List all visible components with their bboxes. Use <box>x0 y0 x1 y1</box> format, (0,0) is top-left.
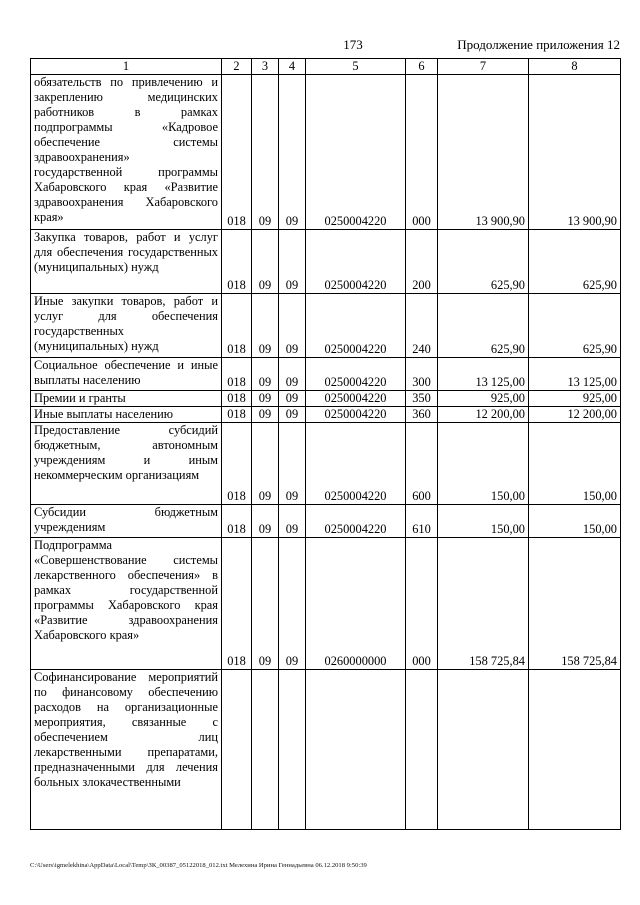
subsection-code: 09 <box>279 75 306 230</box>
target-code: 0250004220 <box>306 391 406 407</box>
row-name: Иные закупки товаров, работ и услуг для обеспечения государственных (муниципальных) нужд <box>31 294 222 358</box>
ministry-code: 018 <box>222 358 252 391</box>
expense-type-code: 360 <box>406 407 438 423</box>
expense-type-code: 240 <box>406 294 438 358</box>
ministry-code <box>222 670 252 830</box>
table-row <box>31 391 621 407</box>
expense-type-code: 200 <box>406 230 438 294</box>
ministry-code: 018 <box>222 230 252 294</box>
amount-col7: 150,00 <box>438 423 529 505</box>
row-name: Иные выплаты населению <box>31 407 222 423</box>
row-name: Закупка товаров, работ и услуг для обеспечения государственных (муниципальных) нужд <box>31 230 222 294</box>
page-number: 173 <box>343 37 363 52</box>
subsection-code: 09 <box>279 230 306 294</box>
amount-col7: 625,90 <box>438 230 529 294</box>
amount-col7: 13 125,00 <box>438 358 529 391</box>
ministry-code: 018 <box>222 391 252 407</box>
expense-type-code: 000 <box>406 538 438 670</box>
subsection-code: 09 <box>279 505 306 538</box>
column-number: 7 <box>438 59 529 75</box>
section-code: 09 <box>252 407 279 423</box>
section-code: 09 <box>252 294 279 358</box>
table-row <box>31 538 621 670</box>
amount-col7: 13 900,90 <box>438 75 529 230</box>
amount-col8 <box>529 670 621 830</box>
target-code: 0250004220 <box>306 358 406 391</box>
target-code <box>306 670 406 830</box>
section-code: 09 <box>252 505 279 538</box>
amount-col8: 13 900,90 <box>529 75 621 230</box>
subsection-code: 09 <box>279 407 306 423</box>
expense-type-code: 600 <box>406 423 438 505</box>
file-path-footer: C:\Users\igmelekhina\AppData\Local\Temp\ЗК_00387_05122018_012.txt Мелехина Ирина Геннадьевна 06.12.2018 9:50:39 <box>30 862 367 869</box>
budget-table <box>30 58 621 830</box>
row-name: Подпрограмма «Совершенствование системы лекарственного обеспечения» в рамках государственной программы Хабаровского края «Развитие здравоохранения Хабаровского края» <box>31 538 222 670</box>
amount-col8: 13 125,00 <box>529 358 621 391</box>
ministry-code: 018 <box>222 423 252 505</box>
row-name: Предоставление субсидий бюджетным, автономным учреждениям и иным некоммерческим организациям <box>31 423 222 505</box>
column-number: 3 <box>252 59 279 75</box>
table-row <box>31 670 621 830</box>
table-row <box>31 294 621 358</box>
subsection-code: 09 <box>279 423 306 505</box>
ministry-code: 018 <box>222 505 252 538</box>
table-row <box>31 75 621 230</box>
amount-col7: 12 200,00 <box>438 407 529 423</box>
expense-type-code: 350 <box>406 391 438 407</box>
section-code: 09 <box>252 423 279 505</box>
target-code: 0250004220 <box>306 423 406 505</box>
target-code: 0250004220 <box>306 230 406 294</box>
subsection-code: 09 <box>279 538 306 670</box>
section-code: 09 <box>252 75 279 230</box>
row-name: обязательств по привлечению и закреплению медицинских работников в рамках подпрограммы «Кадровое обеспечение системы здравоохранения» государственной программы Хабаровского края «Развитие здравоохранения Хабаровского края» <box>31 75 222 230</box>
subsection-code: 09 <box>279 358 306 391</box>
row-name: Социальное обеспечение и иные выплаты населению <box>31 358 222 391</box>
target-code: 0250004220 <box>306 75 406 230</box>
subsection-code: 09 <box>279 391 306 407</box>
subsection-code: 09 <box>279 294 306 358</box>
amount-col8: 625,90 <box>529 230 621 294</box>
target-code: 0250004220 <box>306 294 406 358</box>
row-name: Софинансирование мероприятий по финансовому обеспечению расходов на организационные мероприятия, связанные с обеспечением лиц лекарственными препаратами, предназначенными для лечения больных злокачественными <box>31 670 222 830</box>
amount-col8: 158 725,84 <box>529 538 621 670</box>
expense-type-code: 300 <box>406 358 438 391</box>
amount-col8: 925,00 <box>529 391 621 407</box>
column-number: 8 <box>529 59 621 75</box>
target-code: 0250004220 <box>306 407 406 423</box>
column-number: 1 <box>31 59 222 75</box>
row-name: Субсидии бюджетным учреждениям <box>31 505 222 538</box>
table-row <box>31 423 621 505</box>
table-row <box>31 407 621 423</box>
ministry-code: 018 <box>222 75 252 230</box>
target-code: 0250004220 <box>306 505 406 538</box>
amount-col8: 12 200,00 <box>529 407 621 423</box>
table-row <box>31 230 621 294</box>
amount-col8: 625,90 <box>529 294 621 358</box>
amount-col7: 625,90 <box>438 294 529 358</box>
expense-type-code: 000 <box>406 75 438 230</box>
table-row <box>31 505 621 538</box>
ministry-code: 018 <box>222 294 252 358</box>
section-code: 09 <box>252 391 279 407</box>
table-row <box>31 358 621 391</box>
ministry-code: 018 <box>222 407 252 423</box>
section-code: 09 <box>252 358 279 391</box>
amount-col7: 150,00 <box>438 505 529 538</box>
amount-col7: 925,00 <box>438 391 529 407</box>
column-number: 5 <box>306 59 406 75</box>
section-code: 09 <box>252 538 279 670</box>
column-number-row <box>31 59 621 75</box>
amount-col7 <box>438 670 529 830</box>
expense-type-code <box>406 670 438 830</box>
subsection-code <box>279 670 306 830</box>
amount-col8: 150,00 <box>529 423 621 505</box>
row-name: Премии и гранты <box>31 391 222 407</box>
target-code: 0260000000 <box>306 538 406 670</box>
ministry-code: 018 <box>222 538 252 670</box>
amount-col7: 158 725,84 <box>438 538 529 670</box>
section-code: 09 <box>252 230 279 294</box>
expense-type-code: 610 <box>406 505 438 538</box>
section-code <box>252 670 279 830</box>
appendix-continuation: Продолжение приложения 12 <box>457 37 620 52</box>
column-number: 4 <box>279 59 306 75</box>
column-number: 2 <box>222 59 252 75</box>
column-number: 6 <box>406 59 438 75</box>
amount-col8: 150,00 <box>529 505 621 538</box>
